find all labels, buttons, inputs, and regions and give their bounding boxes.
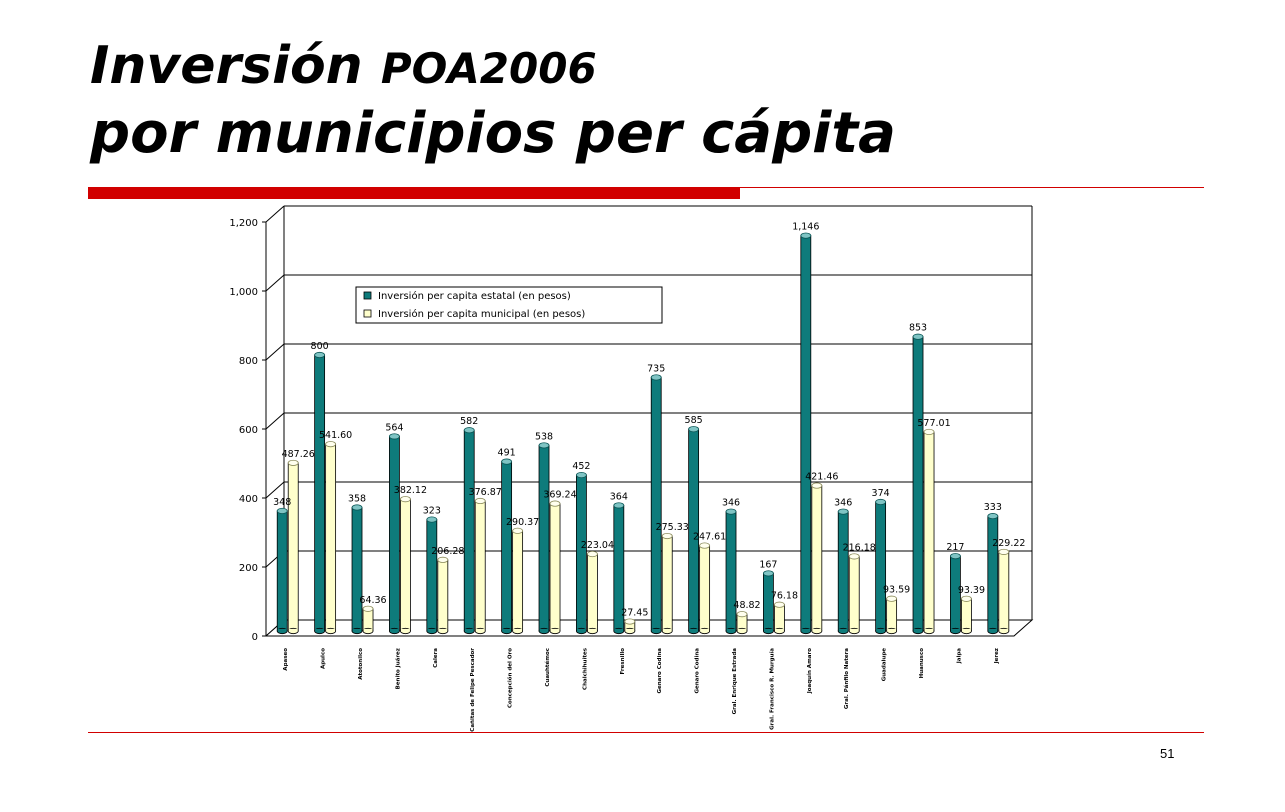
y-tick-label: 1,000	[229, 287, 258, 298]
data-label-municipal: 76.18	[770, 590, 799, 602]
bar-estatal	[427, 517, 437, 634]
bar-municipal	[849, 554, 859, 634]
bar-estatal	[726, 509, 736, 634]
bar-estatal	[801, 233, 811, 634]
category-label: Concepción del Oro	[507, 648, 514, 709]
category-label: Gral. Francisco R. Murguía	[769, 648, 776, 730]
category-label: Gral. Pánfilo Natera	[844, 648, 851, 710]
bar-municipal	[924, 429, 934, 633]
category-label: Joaquín Amaro	[806, 648, 813, 694]
data-label-estatal: 538	[534, 431, 554, 443]
data-label-municipal: 487.26	[281, 448, 315, 460]
y-tick-label: 200	[238, 563, 258, 574]
bar-municipal	[812, 483, 822, 634]
category-label: Apulco	[320, 648, 327, 670]
data-label-estatal: 853	[908, 322, 928, 334]
category-label: Guadalupe	[881, 648, 888, 682]
data-label-municipal: 93.59	[883, 584, 911, 596]
bar-municipal	[887, 596, 897, 634]
data-label-estatal: 323	[422, 505, 441, 517]
bar-estatal	[389, 434, 399, 634]
data-label-estatal: 167	[759, 559, 778, 571]
bar-municipal	[774, 602, 784, 634]
legend-swatch-municipal	[364, 310, 371, 317]
data-label-estatal: 800	[310, 341, 329, 352]
category-label: Jerez	[993, 648, 1000, 664]
bar-estatal	[876, 499, 886, 633]
bar-municipal	[700, 543, 710, 634]
data-labels	[273, 222, 1025, 619]
data-label-municipal: 93.39	[957, 584, 986, 596]
data-label-municipal: 376.87	[468, 486, 502, 498]
title-line-1: Inversión POA2006	[90, 36, 597, 96]
y-axis	[229, 218, 266, 643]
legend-label-municipal: Inversión per capita municipal (en pesos)	[378, 309, 586, 320]
bar-municipal	[475, 498, 485, 633]
category-label: Gral. Enrique Estrada	[732, 648, 739, 715]
data-label-estatal: 358	[347, 493, 367, 505]
y-tick-label: 600	[238, 425, 258, 436]
data-label-municipal: 27.45	[621, 607, 649, 619]
bar-estatal	[464, 428, 474, 634]
bar-estatal	[352, 505, 362, 634]
bar-municipal	[513, 528, 523, 634]
category-label: Fresnillo	[619, 648, 626, 675]
data-label-municipal: 541.60	[318, 430, 353, 442]
data-label-municipal: 64.36	[359, 594, 387, 606]
title-line-2: por municipios per cápita	[90, 101, 896, 166]
data-label-estatal: 735	[647, 363, 666, 375]
y-tick-label: 1,200	[229, 218, 258, 229]
bar-municipal	[326, 441, 336, 633]
data-label-estatal: 333	[983, 502, 1002, 514]
category-label: Apaseo	[283, 648, 290, 671]
data-label-estatal: 491	[497, 447, 516, 459]
bar-estatal	[838, 509, 848, 634]
data-label-municipal: 229.22	[992, 537, 1026, 549]
data-label-municipal: 223.04	[580, 540, 615, 552]
y-tick-label: 400	[238, 494, 258, 505]
bar-municipal	[587, 551, 597, 633]
bar-municipal	[363, 606, 373, 634]
data-label-municipal: 275.33	[655, 522, 689, 534]
category-label: Jalpa	[956, 648, 963, 664]
data-label-estatal: 346	[721, 497, 741, 509]
data-label-estatal: 217	[946, 542, 965, 554]
bar-estatal	[315, 352, 325, 633]
page-number: 51	[1160, 746, 1175, 761]
footer-rule	[88, 732, 1204, 733]
data-label-estatal: 582	[460, 416, 479, 428]
bar-estatal	[277, 508, 287, 633]
bar-municipal	[737, 611, 747, 633]
bar-estatal	[539, 443, 549, 634]
bar-municipal	[999, 549, 1009, 633]
bar-estatal	[576, 472, 586, 633]
data-label-municipal: 206.28	[431, 545, 465, 557]
legend-label-estatal: Inversión per capita estatal (en pesos)	[378, 291, 571, 302]
bar-municipal	[400, 497, 410, 634]
category-label: Atotonilco	[358, 648, 365, 680]
data-label-municipal: 247.61	[692, 531, 727, 543]
data-label-estatal: 1,146	[792, 221, 820, 233]
y-tick-label: 0	[251, 632, 258, 643]
bar-estatal	[651, 375, 661, 634]
data-label-estatal: 374	[871, 487, 890, 499]
data-label-municipal: 369.24	[543, 489, 577, 501]
category-label: Chalchihuites	[582, 648, 589, 690]
data-label-estatal: 452	[572, 461, 591, 473]
bar-estatal	[763, 571, 773, 634]
data-label-municipal: 48.82	[733, 600, 761, 612]
x-axis-categories	[283, 647, 1000, 731]
category-label: Cañitas de Felipe Pescador	[470, 648, 477, 732]
data-label-municipal: 421.46	[805, 471, 839, 483]
data-label-estatal: 564	[385, 422, 404, 434]
bar-estatal	[689, 427, 699, 634]
category-label: Calera	[432, 648, 439, 668]
chart-legend	[356, 287, 662, 323]
bar-estatal	[502, 459, 512, 634]
data-label-municipal: 577.01	[917, 417, 951, 429]
bar-municipal	[438, 557, 448, 633]
bar-estatal	[988, 513, 998, 633]
data-label-estatal: 346	[834, 497, 853, 509]
data-label-municipal: 216.18	[842, 542, 876, 554]
y-tick-label: 800	[238, 356, 258, 367]
bar-estatal	[913, 334, 923, 634]
legend-swatch-estatal	[364, 292, 371, 299]
bar-municipal	[550, 501, 560, 634]
data-label-municipal: 382.12	[393, 485, 428, 497]
data-label-estatal: 348	[273, 496, 292, 508]
category-label: Genaro Codina	[657, 648, 664, 694]
data-label-estatal: 364	[609, 491, 628, 503]
data-label-estatal: 585	[684, 415, 703, 427]
data-label-municipal: 290.37	[505, 516, 540, 528]
bar-municipal	[662, 533, 672, 633]
bar-municipal	[288, 460, 298, 633]
category-label: Cuauhtémoc	[545, 648, 552, 687]
category-label: Huanusco	[919, 648, 926, 679]
title-year: POA2006	[380, 44, 597, 93]
bar-municipal	[961, 596, 971, 634]
category-label: Benito Juárez	[395, 648, 402, 690]
bar-municipal	[625, 619, 635, 634]
category-label: Genaro Codina	[694, 648, 701, 694]
